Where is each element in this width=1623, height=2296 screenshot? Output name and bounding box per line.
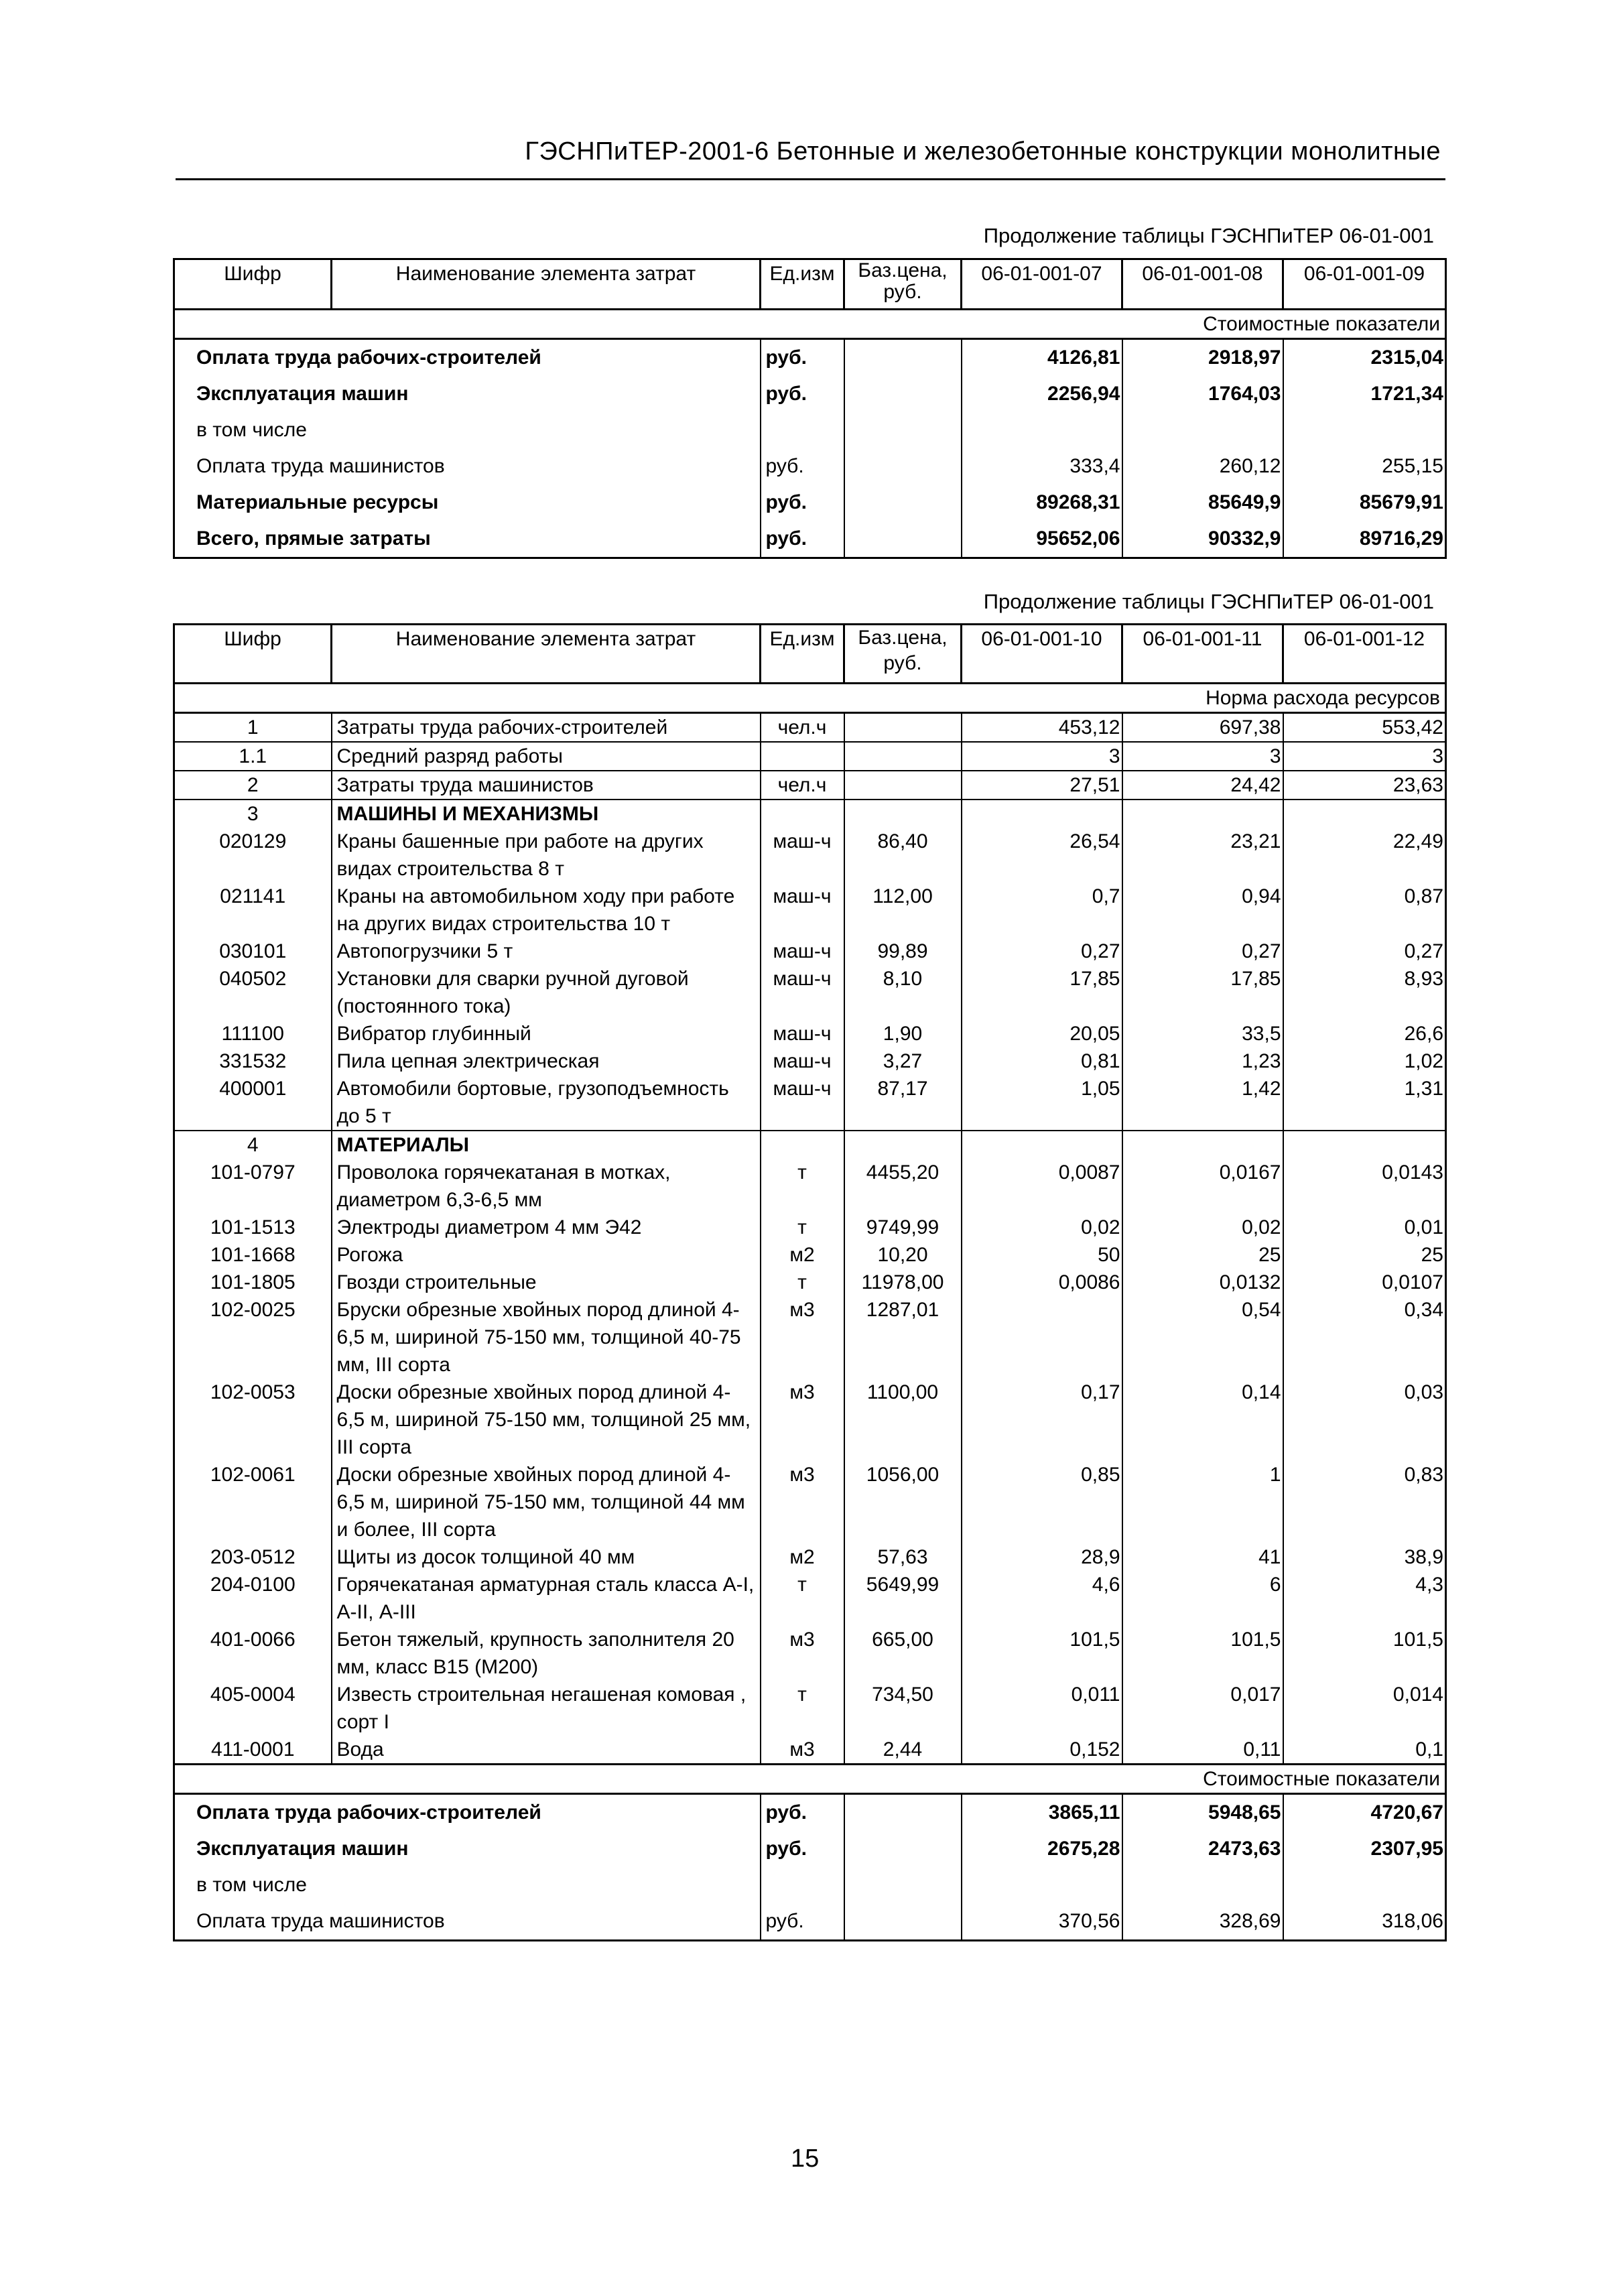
row-unit: руб. — [761, 521, 844, 558]
resource-row — [174, 1626, 1446, 1681]
row-name: Автомобили бортовые, грузоподъемность до 5 т — [332, 1075, 761, 1131]
row-value-c3: 26,6 — [1283, 1020, 1446, 1047]
row-value-c3: 4720,67 — [1283, 1794, 1446, 1832]
row-price: 3,27 — [844, 1047, 962, 1075]
row-price — [844, 376, 962, 412]
row-unit: м3 — [761, 1461, 844, 1543]
row-value-c3: 25 — [1283, 1241, 1446, 1269]
row-code: 1 — [174, 713, 332, 743]
row-value-c3: 22,49 — [1283, 828, 1446, 883]
row-code: 411-0001 — [174, 1736, 332, 1765]
row-unit: чел.ч — [761, 713, 844, 743]
row-unit: м3 — [761, 1379, 844, 1461]
row-name: Бруски обрезные хвойных пород длиной 4-6,5 м, шириной 75-150 мм, толщиной 40-75 мм, III сорта — [332, 1296, 761, 1379]
row-name: Автопогрузчики 5 т — [332, 938, 761, 965]
cost-row — [174, 1794, 1446, 1832]
row-code: 102-0025 — [174, 1296, 332, 1379]
row-name: в том числе — [174, 1867, 761, 1903]
row-price — [844, 1831, 962, 1867]
row-price: 99,89 — [844, 938, 962, 965]
cost-row — [174, 1831, 1446, 1867]
row-code: 101-1513 — [174, 1214, 332, 1241]
cost-row — [174, 412, 1446, 448]
row-value-c1: 27,51 — [962, 771, 1122, 800]
row-name: Затраты труда машинистов — [332, 771, 761, 800]
row-value-c1: 0,17 — [962, 1379, 1122, 1461]
row-value-c1: 0,152 — [962, 1736, 1122, 1765]
row-price: 734,50 — [844, 1681, 962, 1736]
row-value-c1: 0,27 — [962, 938, 1122, 965]
row-value-c3: 85679,91 — [1283, 485, 1446, 521]
row-value-c1: 0,85 — [962, 1461, 1122, 1543]
row-price — [844, 1794, 962, 1832]
col-c2-header: 06-01-001-11 — [1122, 625, 1283, 684]
row-value-c2: 25 — [1122, 1241, 1283, 1269]
row-value-c1: 4126,81 — [962, 339, 1122, 377]
row-value-c3: 1,02 — [1283, 1047, 1446, 1075]
row-value-c1 — [962, 412, 1122, 448]
row-value-c1 — [962, 1131, 1122, 1159]
row-code: 030101 — [174, 938, 332, 965]
resource-row — [174, 1269, 1446, 1296]
cost-row — [174, 339, 1446, 377]
row-value-c3: 0,01 — [1283, 1214, 1446, 1241]
row-name: Затраты труда рабочих-строителей — [332, 713, 761, 743]
row-unit: маш-ч — [761, 828, 844, 883]
section-label: Норма расхода ресурсов — [174, 684, 1446, 713]
row-price — [844, 339, 962, 377]
row-code: 111100 — [174, 1020, 332, 1047]
row-value-c1: 370,56 — [962, 1903, 1122, 1941]
col-price-header: Баз.цена, руб. — [844, 259, 962, 310]
row-value-c2: 260,12 — [1122, 448, 1283, 485]
row-price: 9749,99 — [844, 1214, 962, 1241]
row-unit: руб. — [761, 339, 844, 377]
row-value-c2: 0,0132 — [1122, 1269, 1283, 1296]
row-price: 1056,00 — [844, 1461, 962, 1543]
row-value-c1: 0,81 — [962, 1047, 1122, 1075]
resource-row — [174, 1214, 1446, 1241]
row-code: 2 — [174, 771, 332, 800]
cost-row — [174, 1903, 1446, 1941]
resource-row — [174, 1681, 1446, 1736]
resource-row — [174, 800, 1446, 828]
row-value-c3 — [1283, 412, 1446, 448]
row-value-c3: 318,06 — [1283, 1903, 1446, 1941]
row-code: 203-0512 — [174, 1543, 332, 1571]
resource-row — [174, 938, 1446, 965]
table1-section-row — [174, 310, 1446, 339]
row-value-c3: 8,93 — [1283, 965, 1446, 1020]
row-unit: руб. — [761, 485, 844, 521]
table1-header-row — [174, 259, 1446, 310]
row-name: Рогожа — [332, 1241, 761, 1269]
row-name: Эксплуатация машин — [174, 1831, 761, 1867]
col-unit-header: Ед.изм — [761, 625, 844, 684]
row-unit — [761, 800, 844, 828]
row-name: Краны башенные при работе на других видах строительства 8 т — [332, 828, 761, 883]
cost-row — [174, 376, 1446, 412]
row-code: 4 — [174, 1131, 332, 1159]
row-unit: м2 — [761, 1241, 844, 1269]
resource-row — [174, 1075, 1446, 1131]
row-name: МАШИНЫ И МЕХАНИЗМЫ — [332, 800, 761, 828]
row-value-c3: 1721,34 — [1283, 376, 1446, 412]
resource-row — [174, 1571, 1446, 1626]
row-value-c2: 24,42 — [1122, 771, 1283, 800]
row-name: МАТЕРИАЛЫ — [332, 1131, 761, 1159]
resource-row — [174, 1736, 1446, 1765]
row-code: 101-1668 — [174, 1241, 332, 1269]
resource-row — [174, 1159, 1446, 1214]
row-name: Краны на автомобильном ходу при работе на других видах строительства 10 т — [332, 883, 761, 938]
row-value-c2: 697,38 — [1122, 713, 1283, 743]
row-name: Щиты из досок толщиной 40 мм — [332, 1543, 761, 1571]
row-value-c3: 38,9 — [1283, 1543, 1446, 1571]
row-value-c1: 28,9 — [962, 1543, 1122, 1571]
row-value-c2 — [1122, 1131, 1283, 1159]
row-code: 401-0066 — [174, 1626, 332, 1681]
row-value-c3 — [1283, 800, 1446, 828]
row-name: Вода — [332, 1736, 761, 1765]
row-name: Оплата труда машинистов — [174, 448, 761, 485]
row-unit: т — [761, 1269, 844, 1296]
row-price — [844, 448, 962, 485]
row-value-c2: 0,94 — [1122, 883, 1283, 938]
section-label: Стоимостные показатели — [174, 1765, 1446, 1794]
col-name-header: Наименование элемента затрат — [332, 259, 761, 310]
row-value-c3: 0,014 — [1283, 1681, 1446, 1736]
table2-norm-section-row — [174, 684, 1446, 713]
row-price — [844, 713, 962, 743]
resource-row — [174, 771, 1446, 800]
row-value-c3 — [1283, 1131, 1446, 1159]
row-value-c2: 23,21 — [1122, 828, 1283, 883]
row-value-c1: 2675,28 — [962, 1831, 1122, 1867]
row-unit — [761, 1131, 844, 1159]
resource-row — [174, 1047, 1446, 1075]
row-value-c1: 453,12 — [962, 713, 1122, 743]
row-unit: руб. — [761, 448, 844, 485]
resource-row — [174, 828, 1446, 883]
row-code: 101-1805 — [174, 1269, 332, 1296]
row-unit: чел.ч — [761, 771, 844, 800]
resource-row — [174, 713, 1446, 743]
resource-row — [174, 1296, 1446, 1379]
row-value-c2: 85649,9 — [1122, 485, 1283, 521]
row-price: 2,44 — [844, 1736, 962, 1765]
row-price: 1,90 — [844, 1020, 962, 1047]
row-value-c2: 90332,9 — [1122, 521, 1283, 558]
col-unit-header: Ед.изм — [761, 259, 844, 310]
row-code: 1.1 — [174, 742, 332, 771]
row-name: Бетон тяжелый, крупность заполнителя 20 мм, класс В15 (М200) — [332, 1626, 761, 1681]
row-code: 102-0053 — [174, 1379, 332, 1461]
table1-caption: Продолжение таблицы ГЭСНПиТЕР 06-01-001 — [983, 224, 1434, 247]
row-value-c1: 0,0086 — [962, 1269, 1122, 1296]
row-value-c2: 33,5 — [1122, 1020, 1283, 1047]
row-unit: маш-ч — [761, 1020, 844, 1047]
col-code-header: Шифр — [174, 259, 332, 310]
col-code-header: Шифр — [174, 625, 332, 684]
col-c3-header: 06-01-001-12 — [1283, 625, 1446, 684]
row-name: Доски обрезные хвойных пород длиной 4-6,5 м, шириной 75-150 мм, толщиной 25 мм, III сорта — [332, 1379, 761, 1461]
table2-cost-section-row — [174, 1765, 1446, 1794]
row-price — [844, 1131, 962, 1159]
resource-row — [174, 1131, 1446, 1159]
row-unit: маш-ч — [761, 883, 844, 938]
row-price: 5649,99 — [844, 1571, 962, 1626]
row-name: Пила цепная электрическая — [332, 1047, 761, 1075]
row-unit: м3 — [761, 1736, 844, 1765]
row-value-c3: 23,63 — [1283, 771, 1446, 800]
row-price: 4455,20 — [844, 1159, 962, 1214]
row-unit: руб. — [761, 1831, 844, 1867]
resource-table-2 — [173, 623, 1447, 1941]
row-value-c2: 0,27 — [1122, 938, 1283, 965]
row-value-c2: 0,02 — [1122, 1214, 1283, 1241]
row-name: Проволока горячекатаная в мотках, диаметром 6,3-6,5 мм — [332, 1159, 761, 1214]
row-value-c2: 101,5 — [1122, 1626, 1283, 1681]
row-value-c1: 50 — [962, 1241, 1122, 1269]
row-name: Всего, прямые затраты — [174, 521, 761, 558]
row-value-c1: 17,85 — [962, 965, 1122, 1020]
col-c2-header: 06-01-001-08 — [1122, 259, 1283, 310]
row-value-c1: 2256,94 — [962, 376, 1122, 412]
row-name: Вибратор глубинный — [332, 1020, 761, 1047]
running-header: ГЭСНПиТЕР-2001-6 Бетонные и железобетонные конструкции монолитные — [525, 137, 1441, 166]
row-value-c3 — [1283, 1867, 1446, 1903]
row-value-c2: 1,42 — [1122, 1075, 1283, 1131]
row-unit: руб. — [761, 376, 844, 412]
row-value-c2 — [1122, 800, 1283, 828]
resource-row — [174, 965, 1446, 1020]
row-value-c1: 3 — [962, 742, 1122, 771]
row-value-c2: 0,11 — [1122, 1736, 1283, 1765]
row-value-c1 — [962, 800, 1122, 828]
row-value-c2: 0,017 — [1122, 1681, 1283, 1736]
row-value-c2: 3 — [1122, 742, 1283, 771]
row-price — [844, 771, 962, 800]
row-value-c3: 0,34 — [1283, 1296, 1446, 1379]
col-name-header: Наименование элемента затрат — [332, 625, 761, 684]
row-code: 405-0004 — [174, 1681, 332, 1736]
row-price — [844, 412, 962, 448]
row-value-c2: 0,0167 — [1122, 1159, 1283, 1214]
row-code: 020129 — [174, 828, 332, 883]
row-value-c1: 101,5 — [962, 1626, 1122, 1681]
row-unit: м3 — [761, 1626, 844, 1681]
row-price: 57,63 — [844, 1543, 962, 1571]
row-value-c2: 1,23 — [1122, 1047, 1283, 1075]
row-price: 87,17 — [844, 1075, 962, 1131]
row-code: 040502 — [174, 965, 332, 1020]
row-name: в том числе — [174, 412, 761, 448]
row-value-c2: 41 — [1122, 1543, 1283, 1571]
cost-row — [174, 1867, 1446, 1903]
table2-header-row — [174, 625, 1446, 684]
row-value-c1 — [962, 1867, 1122, 1903]
resource-row — [174, 742, 1446, 771]
page-number: 15 — [791, 2145, 820, 2173]
resource-row — [174, 1379, 1446, 1461]
row-name: Оплата труда рабочих-строителей — [174, 1794, 761, 1832]
row-value-c1 — [962, 1296, 1122, 1379]
row-price: 112,00 — [844, 883, 962, 938]
table2-caption: Продолжение таблицы ГЭСНПиТЕР 06-01-001 — [983, 590, 1434, 613]
resource-row — [174, 1020, 1446, 1047]
row-unit — [761, 412, 844, 448]
row-name: Горячекатаная арматурная сталь класса А-I, А-II, А-III — [332, 1571, 761, 1626]
row-price — [844, 485, 962, 521]
row-code: 021141 — [174, 883, 332, 938]
row-value-c3: 255,15 — [1283, 448, 1446, 485]
row-value-c3: 2315,04 — [1283, 339, 1446, 377]
row-code: 101-0797 — [174, 1159, 332, 1214]
row-name: Электроды диаметром 4 мм Э42 — [332, 1214, 761, 1241]
row-price — [844, 1903, 962, 1941]
row-value-c2: 5948,65 — [1122, 1794, 1283, 1832]
row-value-c3: 0,87 — [1283, 883, 1446, 938]
row-price — [844, 800, 962, 828]
row-code: 204-0100 — [174, 1571, 332, 1626]
cost-row — [174, 485, 1446, 521]
row-value-c2 — [1122, 1867, 1283, 1903]
row-code: 102-0061 — [174, 1461, 332, 1543]
row-unit: т — [761, 1681, 844, 1736]
row-value-c3: 4,3 — [1283, 1571, 1446, 1626]
row-price: 86,40 — [844, 828, 962, 883]
row-value-c2: 2918,97 — [1122, 339, 1283, 377]
row-value-c2: 17,85 — [1122, 965, 1283, 1020]
resource-row — [174, 1241, 1446, 1269]
row-name: Известь строительная негашеная комовая , сорт I — [332, 1681, 761, 1736]
col-c1-header: 06-01-001-07 — [962, 259, 1122, 310]
row-name: Средний разряд работы — [332, 742, 761, 771]
row-value-c3: 89716,29 — [1283, 521, 1446, 558]
row-value-c1: 89268,31 — [962, 485, 1122, 521]
row-value-c2: 328,69 — [1122, 1903, 1283, 1941]
row-value-c1: 3865,11 — [962, 1794, 1122, 1832]
row-value-c2: 1 — [1122, 1461, 1283, 1543]
row-value-c3: 0,1 — [1283, 1736, 1446, 1765]
row-price: 665,00 — [844, 1626, 962, 1681]
row-price: 8,10 — [844, 965, 962, 1020]
row-value-c3: 101,5 — [1283, 1626, 1446, 1681]
resource-row — [174, 883, 1446, 938]
row-name: Эксплуатация машин — [174, 376, 761, 412]
row-name: Оплата труда рабочих-строителей — [174, 339, 761, 377]
row-name: Доски обрезные хвойных пород длиной 4-6,5 м, шириной 75-150 мм, толщиной 44 мм и более, III сорта — [332, 1461, 761, 1543]
row-value-c2: 1764,03 — [1122, 376, 1283, 412]
row-unit: т — [761, 1214, 844, 1241]
row-value-c2 — [1122, 412, 1283, 448]
row-name: Материальные ресурсы — [174, 485, 761, 521]
row-value-c2: 2473,63 — [1122, 1831, 1283, 1867]
row-value-c3: 0,27 — [1283, 938, 1446, 965]
row-unit: маш-ч — [761, 938, 844, 965]
col-c1-header: 06-01-001-10 — [962, 625, 1122, 684]
row-value-c1: 0,02 — [962, 1214, 1122, 1241]
row-code: 331532 — [174, 1047, 332, 1075]
row-value-c1: 20,05 — [962, 1020, 1122, 1047]
resource-row — [174, 1543, 1446, 1571]
header-rule — [176, 178, 1445, 180]
row-unit: т — [761, 1571, 844, 1626]
row-code: 400001 — [174, 1075, 332, 1131]
row-price — [844, 521, 962, 558]
row-value-c2: 6 — [1122, 1571, 1283, 1626]
row-unit: маш-ч — [761, 965, 844, 1020]
row-name: Оплата труда машинистов — [174, 1903, 761, 1941]
cost-row — [174, 521, 1446, 558]
row-price: 10,20 — [844, 1241, 962, 1269]
row-value-c1: 333,4 — [962, 448, 1122, 485]
row-name: Гвозди строительные — [332, 1269, 761, 1296]
row-value-c3: 553,42 — [1283, 713, 1446, 743]
row-price: 1100,00 — [844, 1379, 962, 1461]
row-value-c1: 26,54 — [962, 828, 1122, 883]
row-price: 11978,00 — [844, 1269, 962, 1296]
section-label: Стоимостные показатели — [174, 310, 1446, 339]
row-value-c1: 1,05 — [962, 1075, 1122, 1131]
row-value-c3: 0,0143 — [1283, 1159, 1446, 1214]
cost-table-1 — [173, 258, 1447, 559]
row-value-c2: 0,54 — [1122, 1296, 1283, 1379]
row-value-c2: 0,14 — [1122, 1379, 1283, 1461]
row-unit: руб. — [761, 1794, 844, 1832]
row-unit: т — [761, 1159, 844, 1214]
row-value-c1: 0,011 — [962, 1681, 1122, 1736]
row-value-c3: 1,31 — [1283, 1075, 1446, 1131]
row-value-c1: 95652,06 — [962, 521, 1122, 558]
row-unit — [761, 742, 844, 771]
row-value-c3: 0,03 — [1283, 1379, 1446, 1461]
row-value-c3: 2307,95 — [1283, 1831, 1446, 1867]
col-price-header: Баз.цена, руб. — [844, 625, 962, 684]
resource-row — [174, 1461, 1446, 1543]
row-value-c3: 0,83 — [1283, 1461, 1446, 1543]
row-price: 1287,01 — [844, 1296, 962, 1379]
row-name: Установки для сварки ручной дуговой (постоянного тока) — [332, 965, 761, 1020]
col-c3-header: 06-01-001-09 — [1283, 259, 1446, 310]
row-value-c1: 4,6 — [962, 1571, 1122, 1626]
row-unit: м3 — [761, 1296, 844, 1379]
row-unit — [761, 1867, 844, 1903]
cost-row — [174, 448, 1446, 485]
row-value-c3: 3 — [1283, 742, 1446, 771]
row-price — [844, 1867, 962, 1903]
row-unit: м2 — [761, 1543, 844, 1571]
row-value-c1: 0,7 — [962, 883, 1122, 938]
row-unit: маш-ч — [761, 1075, 844, 1131]
row-value-c3: 0,0107 — [1283, 1269, 1446, 1296]
row-unit: маш-ч — [761, 1047, 844, 1075]
row-code: 3 — [174, 800, 332, 828]
row-unit: руб. — [761, 1903, 844, 1941]
row-value-c1: 0,0087 — [962, 1159, 1122, 1214]
row-price — [844, 742, 962, 771]
